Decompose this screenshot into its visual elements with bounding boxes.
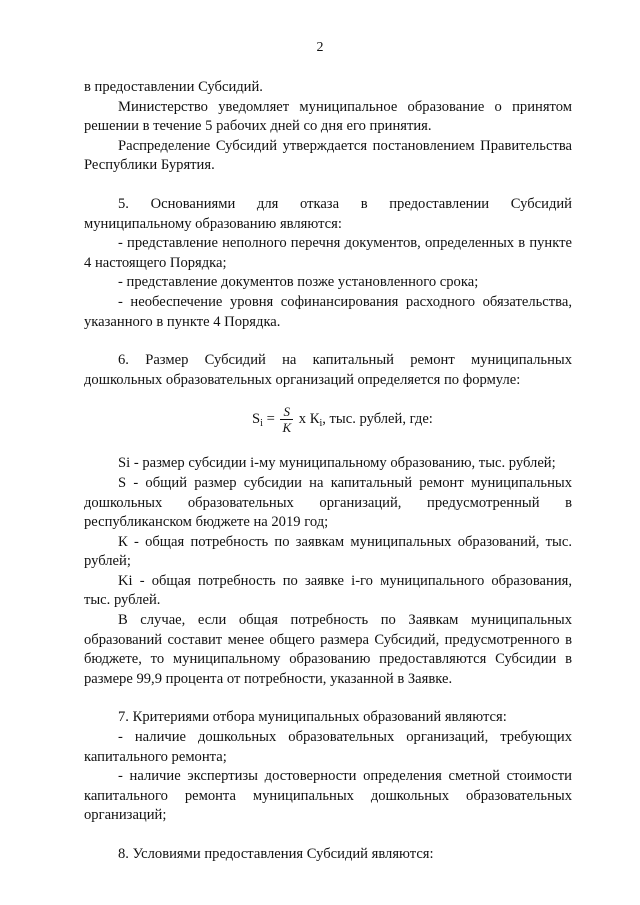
paragraph: В случае, если общая потребность по Заявкам муниципальных образований составит менее общего размера Субсидий, предусмотренного в бюджете, то муниципальному образованию предоставляются Субсидии в размере 99,9 процента от потребности, указанной в Заявке. xyxy=(84,612,572,687)
list-item: - наличие дошкольных образовательных организаций, требующих капитального ремонта; xyxy=(84,729,572,765)
document-body xyxy=(84,78,572,865)
definition: S - общий размер субсидии на капитальный ремонт муниципальных дошкольных образовательных организаций, предусмотренный в республиканском бюджете на 2019 год; xyxy=(84,474,572,531)
section-8-heading: 8. Условиями предоставления Субсидий являются: xyxy=(118,846,434,862)
formula-denominator: K xyxy=(282,420,292,436)
paragraph: в предоставлении Субсидий. xyxy=(84,79,263,95)
formula-fraction xyxy=(280,404,293,435)
list-item: - наличие экспертизы достоверности определения сметной стоимости капитального ремонта муниципальных дошкольных образовательных организаций; xyxy=(84,768,572,824)
definition: Si - размер субсидии i-му муниципальному образованию, тыс. рублей; xyxy=(118,455,556,472)
definition: К - общая потребность по заявкам муниципальных образований, тыс. рублей; xyxy=(84,533,572,570)
section-7-heading: 7. Критериями отбора муниципальных образований являются: xyxy=(118,709,507,726)
formula-rest: , тыс. рублей, где: xyxy=(322,411,433,428)
formula-times: x К xyxy=(298,411,320,428)
section-5-heading: 5. Основаниями для отказа в предоставлении Субсидий муниципальному образованию являются: xyxy=(84,195,572,232)
formula-numerator: S xyxy=(280,404,293,420)
paragraph: Министерство уведомляет муниципальное образование о принятом решении в течение 5 рабочих дней со дня его принятия. xyxy=(84,98,572,135)
page-number: 2 xyxy=(316,40,324,55)
formula-lhs: S xyxy=(252,411,261,428)
list-item: - представление неполного перечня документов, определенных в пункте 4 настоящего Порядка; xyxy=(84,235,572,271)
subsidy-formula xyxy=(84,398,572,444)
list-item: - представление документов позже установленного срока; xyxy=(118,274,479,291)
section-6-heading: 6. Размер Субсидий на капитальный ремонт муниципальных дошкольных образовательных организаций определяется по формуле: xyxy=(84,352,572,388)
list-item: - необеспечение уровня софинансирования расходного обязательства, указанного в пункте 4 Порядка. xyxy=(84,293,572,330)
formula-times-sub: i xyxy=(319,418,323,430)
formula-equals: = xyxy=(266,411,275,428)
paragraph: Распределение Субсидий утверждается постановлением Правительства Республики Бурятия. xyxy=(84,137,572,174)
definition: Ki - общая потребность по заявке i-го муниципального образования, тыс. рублей. xyxy=(84,572,572,609)
formula-lhs-sub: i xyxy=(260,418,263,430)
